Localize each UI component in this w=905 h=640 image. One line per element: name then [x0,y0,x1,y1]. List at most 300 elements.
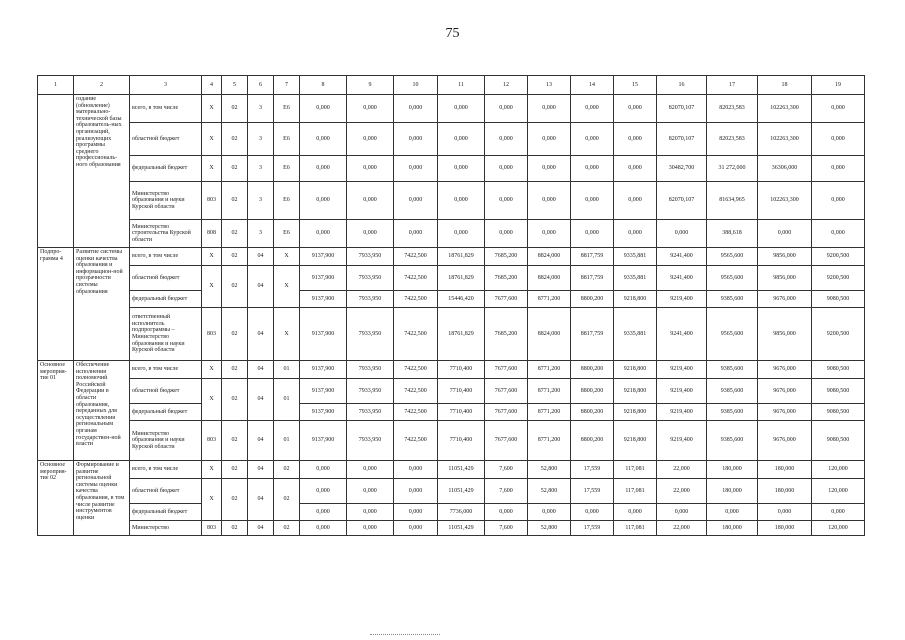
budget-table-wrapper [37,75,864,536]
section-description-cell: Формирование и развитие региональной системы оценки качества образования, в том числе развитие инструментов оценки [74,461,130,536]
value-cell: 7,600 [485,521,528,536]
value-cell: 9080,500 [812,379,865,404]
value-cell: 0,000 [438,123,485,156]
code-cell: Х [202,248,222,266]
value-cell: 7710,400 [438,379,485,404]
value-cell: 82070,107 [657,95,707,123]
value-cell: 9565,600 [707,308,758,361]
value-cell: 7422,500 [394,248,438,266]
value-cell: 0,000 [347,504,394,521]
value-cell: 7710,400 [438,421,485,461]
budget-source-cell: Министерство строительства Курской области [130,220,202,248]
value-cell: 0,000 [394,123,438,156]
value-cell: 7685,200 [485,266,528,291]
table-row [38,123,865,156]
table-row [38,266,865,291]
code-cell: 3 [248,220,274,248]
value-cell: 30482,700 [657,156,707,182]
value-cell: 0,000 [300,182,347,220]
code-cell: Х [202,156,222,182]
value-cell: 22,000 [657,479,707,504]
header-cell: 1 [38,76,74,95]
code-cell: 04 [248,421,274,461]
value-cell: 0,000 [758,504,812,521]
header-cell: 10 [394,76,438,95]
value-cell: 0,000 [394,220,438,248]
value-cell: 180,000 [707,461,758,479]
header-cell: 7 [274,76,300,95]
code-cell: 02 [222,248,248,266]
value-cell: 0,000 [394,504,438,521]
value-cell: 117,081 [614,461,657,479]
value-cell: 18761,829 [438,266,485,291]
value-cell: 8800,200 [571,291,614,308]
header-cell: 2 [74,76,130,95]
code-cell: 803 [202,521,222,536]
header-cell: 12 [485,76,528,95]
value-cell: 180,000 [758,479,812,504]
value-cell: 7710,400 [438,404,485,421]
code-cell: 02 [274,521,300,536]
code-cell: 02 [222,95,248,123]
code-cell: Е6 [274,95,300,123]
code-cell: 02 [222,156,248,182]
header-row [38,76,865,95]
code-cell: 02 [222,461,248,479]
value-cell: 180,000 [707,479,758,504]
value-cell: 117,081 [614,521,657,536]
value-cell: 9218,800 [614,379,657,404]
value-cell: 0,000 [657,220,707,248]
value-cell: 0,000 [571,182,614,220]
value-cell: 0,000 [528,156,571,182]
value-cell: 117,081 [614,479,657,504]
value-cell: 120,000 [812,521,865,536]
value-cell: 9565,600 [707,266,758,291]
value-cell: 9856,000 [758,308,812,361]
code-cell: 01 [274,421,300,461]
value-cell: 7,600 [485,479,528,504]
value-cell: 7933,950 [347,404,394,421]
value-cell: 0,000 [394,461,438,479]
value-cell: 0,000 [485,123,528,156]
code-cell: 02 [222,182,248,220]
code-cell: Е6 [274,220,300,248]
value-cell: 8771,200 [528,361,571,379]
section-description-cell: Развитие системы оценки качества образования и информацион-ной прозрачности системы образования [74,248,130,361]
value-cell: 9385,600 [707,291,758,308]
budget-source-cell: ответственный исполнитель подпрограммы – Министерство образования и науки Курской области [130,308,202,361]
table-row [38,220,865,248]
code-cell: Х [202,479,222,521]
value-cell: 7422,500 [394,308,438,361]
value-cell: 9856,000 [758,266,812,291]
value-cell: 0,000 [347,461,394,479]
value-cell: 15446,420 [438,291,485,308]
value-cell: 8771,200 [528,421,571,461]
value-cell: 8824,000 [528,308,571,361]
value-cell: 0,000 [394,521,438,536]
value-cell: 8771,200 [528,291,571,308]
value-cell: 8771,200 [528,404,571,421]
value-cell: 0,000 [394,95,438,123]
header-cell: 8 [300,76,347,95]
section-description-cell: Обеспечение исполнения полномочий Российской Федерации в области образования, переданных для осуществления региональным органам государствен-ной власти [74,361,130,461]
table-row [38,308,865,361]
value-cell: 388,618 [707,220,758,248]
header-cell: 18 [758,76,812,95]
code-cell: 02 [222,361,248,379]
code-cell: 02 [274,479,300,521]
value-cell: 9137,900 [300,361,347,379]
value-cell: 7685,200 [485,308,528,361]
value-cell: 0,000 [347,479,394,504]
value-cell: 8824,000 [528,266,571,291]
value-cell: 7422,500 [394,266,438,291]
value-cell: 9219,400 [657,421,707,461]
value-cell: 9335,881 [614,308,657,361]
value-cell: 9200,500 [812,308,865,361]
value-cell: 9676,000 [758,291,812,308]
budget-source-cell: всего, в том числе [130,461,202,479]
value-cell: 18761,829 [438,308,485,361]
code-cell: Х [202,361,222,379]
value-cell: 0,000 [438,220,485,248]
value-cell: 0,000 [758,220,812,248]
value-cell: 102263,300 [758,95,812,123]
code-cell: Е6 [274,182,300,220]
code-cell: 04 [248,266,274,308]
value-cell: 9385,600 [707,421,758,461]
value-cell: 11051,429 [438,461,485,479]
value-cell: 0,000 [614,182,657,220]
budget-source-cell: областной бюджет [130,123,202,156]
value-cell: 0,000 [528,504,571,521]
value-cell: 7933,950 [347,361,394,379]
budget-source-cell: федеральный бюджет [130,404,202,421]
value-cell: 0,000 [528,95,571,123]
value-cell: 7677,600 [485,379,528,404]
value-cell: 82070,107 [657,182,707,220]
code-cell: 3 [248,156,274,182]
value-cell: 8800,200 [571,379,614,404]
code-cell: 02 [222,220,248,248]
scan-edge-mark [370,634,440,637]
budget-source-cell: областной бюджет [130,479,202,504]
value-cell: 0,000 [438,156,485,182]
value-cell: 82023,583 [707,95,758,123]
table-row [38,479,865,504]
value-cell: 8800,200 [571,404,614,421]
value-cell: 8800,200 [571,361,614,379]
value-cell: 7677,600 [485,361,528,379]
value-cell: 11051,429 [438,521,485,536]
table-row [38,248,865,266]
section-label-cell [38,95,74,248]
value-cell: 7933,950 [347,379,394,404]
value-cell: 9137,900 [300,404,347,421]
value-cell: 52,800 [528,521,571,536]
code-cell: Х [202,379,222,421]
value-cell: 0,000 [347,156,394,182]
budget-source-cell: федеральный бюджет [130,504,202,521]
value-cell: 0,000 [300,504,347,521]
value-cell: 7422,500 [394,361,438,379]
code-cell: Х [202,266,222,308]
value-cell: 7422,500 [394,291,438,308]
section-description-cell: оздание (обновление) материально-технической базы образователь-ных организаций, реализующих программы среднего профессиональ-ного образования [74,95,130,248]
value-cell: 0,000 [300,95,347,123]
value-cell: 82070,107 [657,123,707,156]
code-cell: Х [202,123,222,156]
code-cell: 02 [222,379,248,421]
code-cell: 02 [222,308,248,361]
value-cell: 0,000 [438,95,485,123]
table-row [38,182,865,220]
code-cell: 02 [222,266,248,308]
code-cell: 04 [248,461,274,479]
value-cell: 0,000 [485,504,528,521]
header-cell: 17 [707,76,758,95]
code-cell: Е6 [274,123,300,156]
value-cell: 9385,600 [707,404,758,421]
header-cell: 6 [248,76,274,95]
value-cell: 0,000 [571,504,614,521]
value-cell: 0,000 [707,504,758,521]
budget-source-cell: областной бюджет [130,379,202,404]
value-cell: 9137,900 [300,248,347,266]
value-cell: 9241,400 [657,308,707,361]
table-row [38,404,865,421]
value-cell: 8817,759 [571,266,614,291]
value-cell: 11051,429 [438,479,485,504]
code-cell: 808 [202,220,222,248]
value-cell: 0,000 [300,220,347,248]
value-cell: 0,000 [347,123,394,156]
code-cell: 04 [248,521,274,536]
budget-source-cell: Министерство образования и науки Курской области [130,421,202,461]
table-row [38,291,865,308]
value-cell: 0,000 [394,182,438,220]
budget-source-cell: Министерство образования и науки Курской области [130,182,202,220]
value-cell: 0,000 [812,504,865,521]
header-cell: 13 [528,76,571,95]
value-cell: 0,000 [571,220,614,248]
code-cell: 02 [274,461,300,479]
value-cell: 0,000 [485,95,528,123]
value-cell: 52,800 [528,461,571,479]
value-cell: 0,000 [528,182,571,220]
code-cell: 3 [248,123,274,156]
value-cell: 0,000 [812,123,865,156]
code-cell: Х [274,248,300,266]
code-cell: Х [202,95,222,123]
value-cell: 0,000 [347,220,394,248]
value-cell: 9856,000 [758,248,812,266]
value-cell: 0,000 [812,182,865,220]
value-cell: 102263,300 [758,123,812,156]
value-cell: 0,000 [614,95,657,123]
value-cell: 81634,965 [707,182,758,220]
code-cell: 803 [202,182,222,220]
value-cell: 22,000 [657,521,707,536]
value-cell: 17,559 [571,479,614,504]
value-cell: 0,000 [300,123,347,156]
value-cell: 0,000 [347,95,394,123]
budget-source-cell: всего, в том числе [130,95,202,123]
value-cell: 18761,829 [438,248,485,266]
value-cell: 9218,800 [614,291,657,308]
code-cell: 803 [202,308,222,361]
value-cell: 7933,950 [347,248,394,266]
value-cell: 0,000 [614,504,657,521]
value-cell: 9219,400 [657,361,707,379]
value-cell: 9219,400 [657,404,707,421]
budget-table [37,75,865,536]
value-cell: 9241,400 [657,266,707,291]
value-cell: 9137,900 [300,308,347,361]
value-cell: 9241,400 [657,248,707,266]
header-cell: 16 [657,76,707,95]
value-cell: 9219,400 [657,379,707,404]
code-cell: Х [202,461,222,479]
value-cell: 7677,600 [485,291,528,308]
value-cell: 0,000 [571,95,614,123]
value-cell: 7933,950 [347,266,394,291]
value-cell: 120,000 [812,461,865,479]
value-cell: 0,000 [300,156,347,182]
value-cell: 7,600 [485,461,528,479]
value-cell: 0,000 [812,156,865,182]
value-cell: 0,000 [812,95,865,123]
header-cell: 4 [202,76,222,95]
table-row [38,156,865,182]
value-cell: 0,000 [614,156,657,182]
value-cell: 17,559 [571,521,614,536]
value-cell: 0,000 [571,123,614,156]
budget-source-cell: всего, в том числе [130,361,202,379]
value-cell: 0,000 [347,182,394,220]
table-row [38,421,865,461]
value-cell: 0,000 [571,156,614,182]
value-cell: 9080,500 [812,404,865,421]
code-cell: 02 [222,123,248,156]
value-cell: 9200,500 [812,248,865,266]
code-cell: 3 [248,95,274,123]
budget-source-cell: областной бюджет [130,266,202,291]
code-cell: 02 [222,479,248,521]
value-cell: 0,000 [812,220,865,248]
value-cell: 7933,950 [347,291,394,308]
value-cell: 180,000 [758,461,812,479]
table-row [38,379,865,404]
value-cell: 7933,950 [347,308,394,361]
value-cell: 0,000 [394,479,438,504]
value-cell: 9137,900 [300,266,347,291]
value-cell: 31 272,000 [707,156,758,182]
budget-source-cell: всего, в том числе [130,248,202,266]
value-cell: 9218,800 [614,404,657,421]
value-cell: 0,000 [485,220,528,248]
budget-source-cell: федеральный бюджет [130,291,202,308]
value-cell: 0,000 [438,182,485,220]
section-label-cell: Основное мероприя-тие 02 [38,461,74,536]
code-cell: 3 [248,182,274,220]
value-cell: 0,000 [485,182,528,220]
value-cell: 0,000 [394,156,438,182]
value-cell: 0,000 [485,156,528,182]
value-cell: 8771,200 [528,379,571,404]
code-cell: 02 [222,521,248,536]
value-cell: 9219,400 [657,291,707,308]
value-cell: 9676,000 [758,404,812,421]
value-cell: 7736,000 [438,504,485,521]
value-cell: 7710,400 [438,361,485,379]
value-cell: 36306,000 [758,156,812,182]
value-cell: 9200,500 [812,266,865,291]
value-cell: 22,000 [657,461,707,479]
header-cell: 19 [812,76,865,95]
value-cell: 7685,200 [485,248,528,266]
value-cell: 7677,600 [485,404,528,421]
header-cell: 11 [438,76,485,95]
value-cell: 9080,500 [812,421,865,461]
page-number: 75 [445,26,460,41]
value-cell: 7933,950 [347,421,394,461]
value-cell: 0,000 [614,220,657,248]
table-row [38,95,865,123]
code-cell: 04 [248,248,274,266]
value-cell: 17,559 [571,461,614,479]
value-cell: 9676,000 [758,379,812,404]
value-cell: 8817,759 [571,308,614,361]
value-cell: 8817,759 [571,248,614,266]
value-cell: 7422,500 [394,421,438,461]
header-cell: 5 [222,76,248,95]
value-cell: 9385,600 [707,379,758,404]
value-cell: 180,000 [707,521,758,536]
value-cell: 9137,900 [300,421,347,461]
code-cell: Х [274,308,300,361]
value-cell: 8824,000 [528,248,571,266]
value-cell: 9137,900 [300,291,347,308]
header-cell: 3 [130,76,202,95]
value-cell: 82023,583 [707,123,758,156]
code-cell: 04 [248,361,274,379]
value-cell: 8800,200 [571,421,614,461]
value-cell: 9565,600 [707,248,758,266]
value-cell: 0,000 [300,521,347,536]
value-cell: 7422,500 [394,379,438,404]
value-cell: 9385,600 [707,361,758,379]
value-cell: 0,000 [300,461,347,479]
table-row [38,521,865,536]
section-label-cell: Основное мероприя-тие 01 [38,361,74,461]
value-cell: 0,000 [528,220,571,248]
value-cell: 102263,300 [758,182,812,220]
value-cell: 7677,600 [485,421,528,461]
value-cell: 0,000 [347,521,394,536]
value-cell: 9080,500 [812,361,865,379]
value-cell: 7422,500 [394,404,438,421]
value-cell: 9676,000 [758,361,812,379]
value-cell: 0,000 [528,123,571,156]
value-cell: 9335,881 [614,248,657,266]
section-label-cell: Подпро-грамма 4 [38,248,74,361]
value-cell: 0,000 [657,504,707,521]
code-cell: Е6 [274,156,300,182]
table-row [38,504,865,521]
